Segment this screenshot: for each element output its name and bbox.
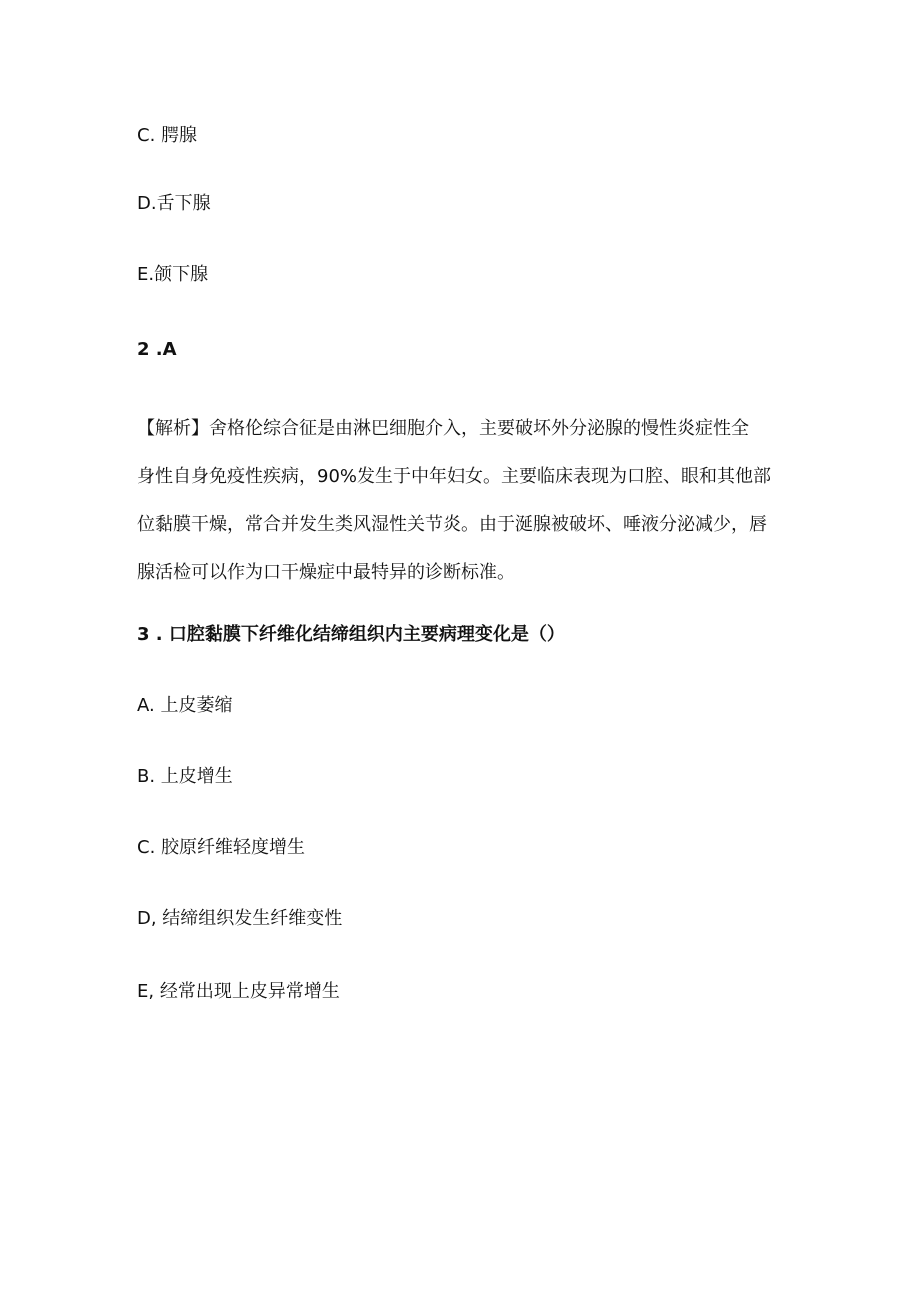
explanation-line: 【解析】舍格伦综合征是由淋巴细胞介入，主要破坏外分泌腺的慢性炎症性全 (137, 418, 749, 439)
q2-answer: 2 .A (137, 339, 177, 360)
q3-option-e: E, 经常出现上皮异常增生 (137, 981, 340, 1002)
q3-option-d: D, 结缔组织发生纤维变性 (137, 908, 343, 929)
q3-option-c: C. 胶原纤维轻度增生 (137, 837, 306, 858)
explanation-line: 身性自身免疫性疾病，90%发生于中年妇女。主要临床表现为口腔、眼和其他部 (137, 466, 772, 487)
q1-option-e: E.颌下腺 (137, 264, 209, 285)
explanation-line: 腺活检可以作为口干燥症中最特异的诊断标准。 (137, 562, 515, 583)
explanation-line: 位黏膜干燥，常合并发生类风湿性关节炎。由于涎腺被破坏、唾液分泌减少，唇 (137, 514, 767, 535)
q3-option-b: B. 上皮增生 (137, 766, 233, 787)
q3-option-a: A. 上皮萎缩 (137, 695, 233, 716)
q3-question: 3 . 口腔黏膜下纤维化结缔组织内主要病理变化是（） (137, 624, 565, 645)
q2-explanation (137, 405, 787, 597)
q1-option-d: D.舌下腺 (137, 193, 211, 214)
q1-option-c: C. 腭腺 (137, 125, 198, 146)
